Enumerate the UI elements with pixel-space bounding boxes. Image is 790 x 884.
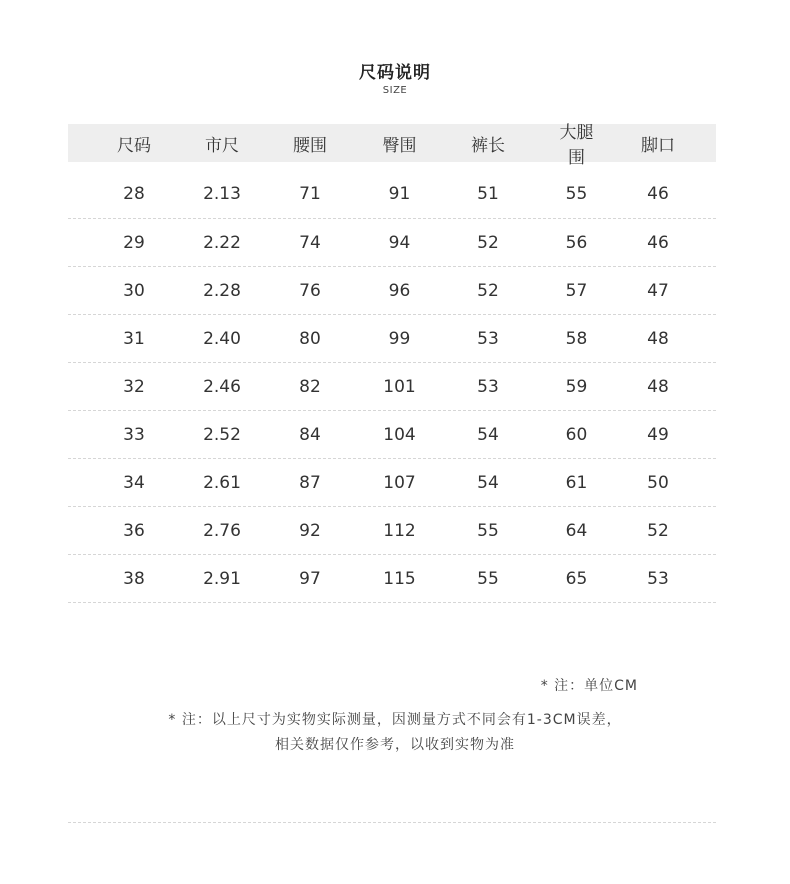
table-cell: 76 (299, 280, 321, 301)
table-cell: 48 (647, 328, 669, 349)
table-cell: 54 (477, 424, 499, 445)
column-header-shichi: 市尺 (205, 135, 239, 156)
table-cell: 96 (388, 280, 411, 301)
table-cell: 52 (647, 520, 669, 541)
table-cell: 80 (299, 328, 321, 349)
table-row (68, 363, 716, 411)
table-cell: 52 (477, 280, 499, 301)
table-cell: 53 (477, 328, 499, 349)
column-header-length: 裤长 (471, 135, 505, 156)
table-cell: 59 (565, 376, 588, 397)
table-cell: 115 (383, 568, 416, 589)
table-cell: 2.46 (203, 376, 241, 397)
table-cell: 2.13 (203, 184, 241, 204)
table-cell: 61 (565, 472, 588, 493)
size-table (68, 124, 716, 603)
table-row (68, 162, 716, 219)
column-header-size: 尺码 (117, 135, 151, 156)
table-cell: 64 (565, 520, 588, 541)
table-row (68, 459, 716, 507)
table-cell: 112 (383, 520, 416, 541)
table-row (68, 219, 716, 267)
table-header (68, 123, 716, 168)
table-cell: 104 (383, 424, 416, 445)
table-row (68, 315, 716, 363)
table-cell: 46 (647, 232, 669, 253)
table-cell: 56 (565, 232, 588, 253)
table-cell: 36 (123, 520, 145, 541)
table-cell: 71 (299, 184, 321, 204)
bottom-divider (68, 822, 716, 823)
table-cell: 32 (123, 376, 145, 397)
table-cell: 47 (647, 280, 669, 301)
table-cell: 2.22 (203, 232, 241, 253)
table-cell: 94 (388, 232, 411, 253)
column-header-hip: 臀围 (382, 135, 417, 156)
table-cell: 91 (388, 184, 411, 204)
page-subtitle: SIZE (382, 85, 408, 96)
table-cell: 2.52 (203, 424, 241, 445)
table-cell: 107 (383, 472, 416, 493)
table-cell: 48 (647, 376, 669, 397)
table-cell: 99 (388, 328, 411, 349)
table-cell: 101 (383, 376, 416, 397)
table-cell: 53 (477, 376, 499, 397)
table-cell: 53 (647, 568, 669, 589)
page-title: 尺码说明 (359, 63, 431, 83)
unit-note: * 注：单位CM (540, 678, 638, 694)
table-cell: 28 (123, 184, 145, 204)
table-cell: 97 (299, 568, 321, 589)
table-cell: 2.61 (203, 472, 241, 493)
column-header-thigh: 大腿围 (559, 123, 594, 168)
table-cell: 38 (123, 568, 145, 589)
table-cell: 2.28 (203, 280, 241, 301)
table-cell: 2.91 (203, 568, 241, 589)
table-cell: 87 (299, 472, 321, 493)
disclaimer-line-1: * 注：以上尺寸为实物实际测量，因测量方式不同会有1-3CM误差， (168, 712, 622, 728)
table-cell: 31 (123, 328, 145, 349)
table-row (68, 411, 716, 459)
table-cell: 55 (477, 568, 499, 589)
table-cell: 55 (565, 184, 588, 204)
table-cell: 65 (565, 568, 588, 589)
table-cell: 49 (647, 424, 669, 445)
table-row (68, 507, 716, 555)
table-row (68, 555, 716, 603)
table-cell: 2.76 (203, 520, 241, 541)
table-cell: 55 (477, 520, 499, 541)
table-cell: 92 (299, 520, 321, 541)
table-cell: 29 (123, 232, 145, 253)
table-cell: 33 (123, 424, 145, 445)
table-cell: 84 (299, 424, 321, 445)
table-cell: 57 (565, 280, 588, 301)
table-cell: 82 (299, 376, 321, 397)
table-cell: 51 (477, 184, 499, 204)
table-cell: 50 (647, 472, 669, 493)
disclaimer-line-2: 相关数据仅作参考，以收到实物为准 (275, 737, 515, 753)
table-cell: 60 (565, 424, 588, 445)
column-header-waist: 腰围 (293, 135, 327, 156)
table-row (68, 267, 716, 315)
table-cell: 52 (477, 232, 499, 253)
table-cell: 46 (647, 184, 669, 204)
table-cell: 2.40 (203, 328, 241, 349)
table-cell: 74 (299, 232, 321, 253)
column-header-hem: 脚口 (641, 135, 675, 156)
table-cell: 54 (477, 472, 499, 493)
table-cell: 30 (123, 280, 145, 301)
table-cell: 58 (565, 328, 588, 349)
table-cell: 34 (123, 472, 145, 493)
